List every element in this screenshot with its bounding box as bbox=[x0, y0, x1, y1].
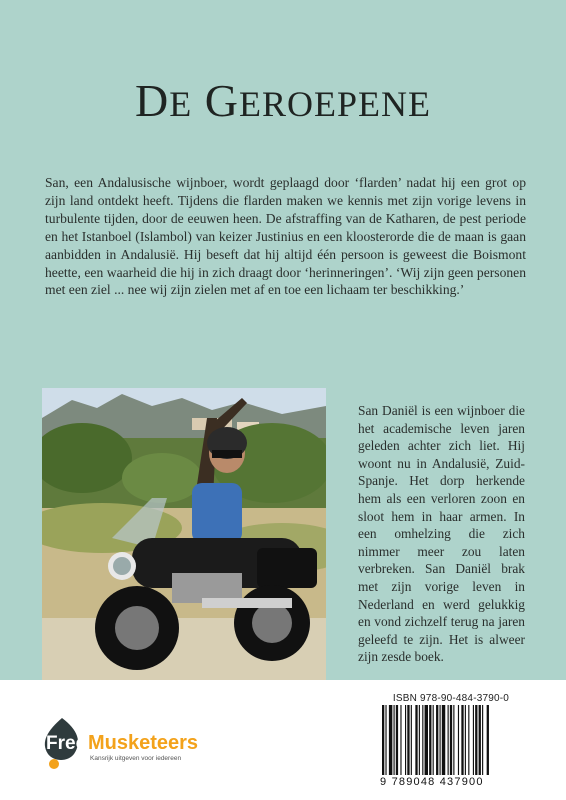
barcode-bar bbox=[465, 705, 466, 775]
barcode-bar bbox=[422, 705, 423, 775]
author-bio: San Daniël is een wijnboer die het academische leven jaren geleden achter zich liet. Hij woont nu in Andalusië, Zuid-Spanje. Het dorp herkende hem als een verloren zoon en sloot hem in haar armen. In een omhelzing die zich nimmer meer zou laten verbreken. San Daniël brak met zijn vorige leven in Nederland en werd gelukkig en vond zichzelf terug na jaren geleefd te zijn. Het is alweer zijn zesde boek. bbox=[358, 403, 525, 665]
barcode-bar bbox=[461, 705, 463, 775]
barcode-bar bbox=[448, 705, 449, 775]
title-initial-2: G bbox=[204, 75, 239, 126]
barcode-bar bbox=[479, 705, 481, 775]
barcode-bar bbox=[453, 705, 454, 775]
barcode-bar bbox=[487, 705, 489, 775]
publisher-name-musketeers: Musketeers bbox=[88, 732, 199, 754]
barcode-bar bbox=[385, 705, 386, 775]
barcode-bar bbox=[389, 705, 392, 775]
title-rest-2: EROEPENE bbox=[238, 84, 431, 124]
barcode-bar bbox=[482, 705, 483, 775]
barcode-bar bbox=[394, 705, 395, 775]
barcode-number: 9 789048 437900 bbox=[380, 776, 484, 788]
barcode-bar bbox=[396, 705, 398, 775]
barcode-bar bbox=[436, 705, 438, 775]
barcode-bar bbox=[415, 705, 417, 775]
barcode-bar bbox=[433, 705, 434, 775]
barcode-bar bbox=[400, 705, 401, 775]
barcode-bar bbox=[442, 705, 445, 775]
barcode-bar bbox=[458, 705, 459, 775]
barcode-bar bbox=[450, 705, 452, 775]
barcode-bar bbox=[473, 705, 474, 775]
barcode-bar bbox=[475, 705, 477, 775]
barcode-bar bbox=[405, 705, 406, 775]
barcode-bar bbox=[429, 705, 431, 775]
barcode-bar bbox=[440, 705, 441, 775]
isbn-label: ISBN 978-90-484-3790-0 bbox=[392, 693, 510, 704]
title-initial-1: D bbox=[135, 75, 170, 126]
barcode-bar bbox=[425, 705, 428, 775]
barcode-bar bbox=[382, 705, 384, 775]
isbn-barcode bbox=[382, 705, 522, 775]
book-title bbox=[0, 74, 566, 127]
author-photo bbox=[42, 388, 326, 680]
barcode-bar bbox=[411, 705, 412, 775]
publisher-tagline: Kansrijk uitgeven voor iedereen bbox=[90, 755, 182, 762]
book-blurb: San, een Andalusische wijnboer, wordt geplaagd door ‘flarden’ nadat hij een grot op zijn land ontdekt heeft. Tijdens die flarden maken we kennis met zijn vorige levens in turbulente tijden, door de eeuwen heen. De afstraffing van de Katharen, de pest periode en het Istanboel (Islambol) van keizer Justinius en een kloosterorde die de maan is gaan aanbidden in Andalusië. Hij beseft dat hij altijd één persoon is geweest die Boismont heette, een waarheid die hij in zich draagt door ‘herinneringen’. ‘Wij zijn geen personen met een ziel ... nee wij zijn zielen met af en toe een lichaam ter beschikking.’ bbox=[45, 175, 526, 298]
barcode-bar bbox=[419, 705, 420, 775]
barcode-bar bbox=[407, 705, 409, 775]
barcode-bar bbox=[468, 705, 469, 775]
publisher-name-free: Free bbox=[46, 733, 87, 754]
title-rest-1: E bbox=[169, 84, 193, 124]
